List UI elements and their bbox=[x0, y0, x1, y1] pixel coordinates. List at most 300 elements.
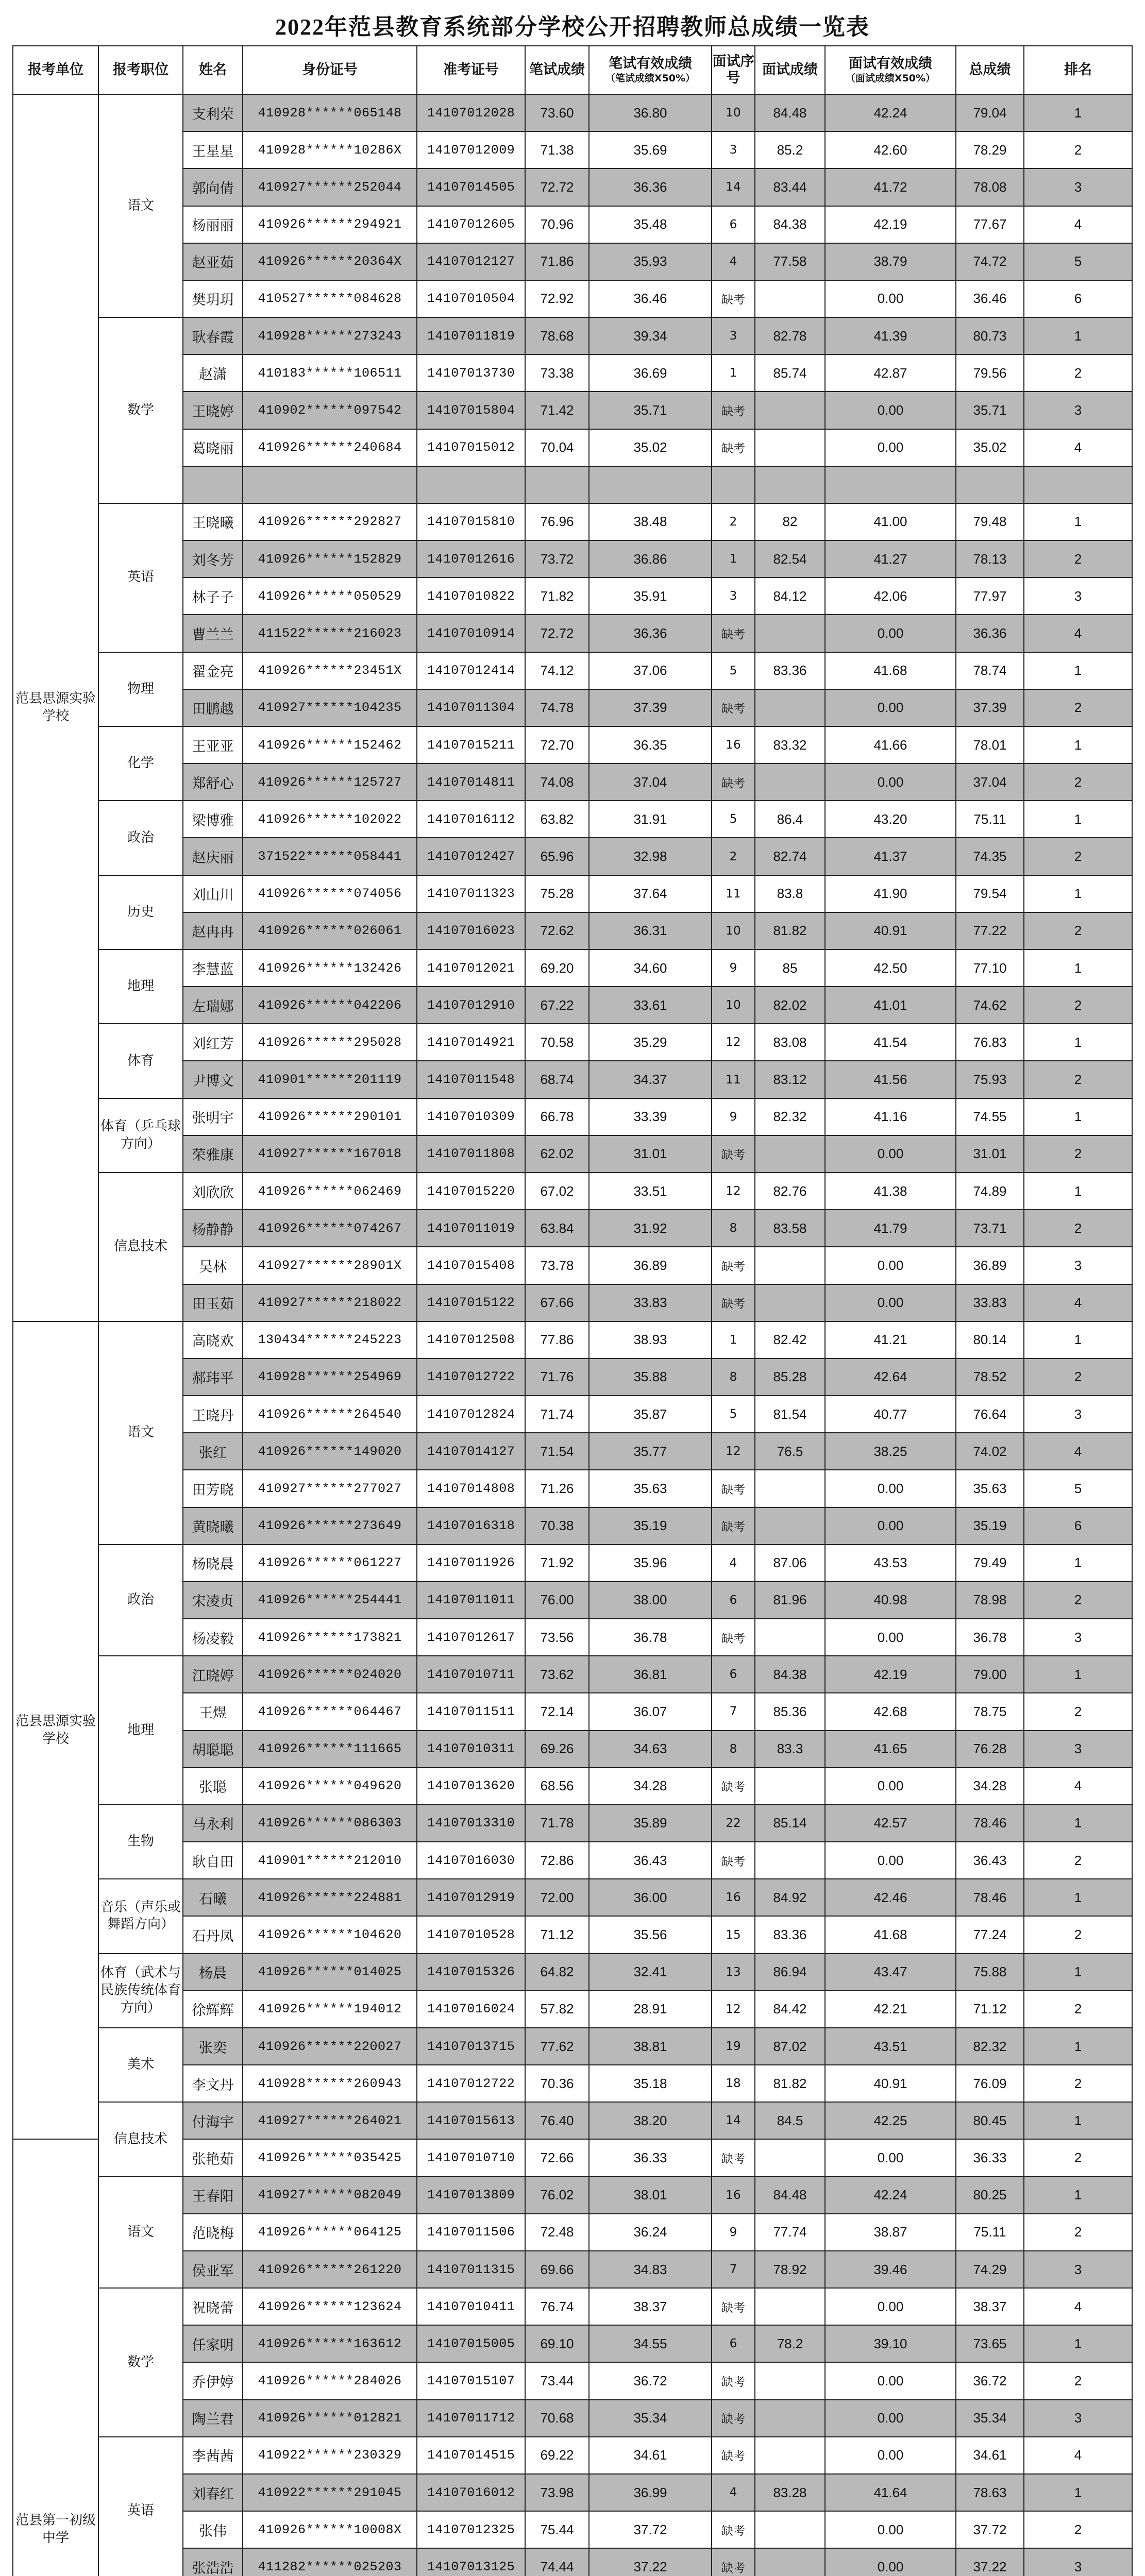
cell-written-effective: 33.39 bbox=[589, 1098, 712, 1136]
cell-interview-effective: 0.00 bbox=[825, 2362, 956, 2399]
cell-total-score: 71.12 bbox=[956, 1991, 1024, 2028]
cell-rank: 3 bbox=[1024, 168, 1132, 206]
cell-interview-score: 82.32 bbox=[755, 1098, 825, 1136]
cell-interview-score: 82 bbox=[755, 503, 825, 540]
cell-written-score: 71.12 bbox=[525, 1916, 589, 1953]
cell-written-score: 74.78 bbox=[525, 689, 589, 726]
cell-name: 刘红芳 bbox=[183, 1024, 243, 1061]
cell-interview-score: 84.12 bbox=[755, 578, 825, 615]
cell-interview-effective: 40.77 bbox=[825, 1396, 956, 1433]
cell-interview-effective: 0.00 bbox=[825, 2511, 956, 2548]
cell-interview-seq: 14 bbox=[712, 2102, 755, 2139]
cell-interview-seq: 2 bbox=[712, 503, 755, 540]
cell-ticket-number: 14107014505 bbox=[417, 168, 525, 206]
cell-id-number: 411522******216023 bbox=[243, 615, 417, 652]
table-row bbox=[13, 2102, 1132, 2139]
cell-interview-effective: 0.00 bbox=[825, 1768, 956, 1805]
cell-rank: 4 bbox=[1024, 2437, 1132, 2474]
cell-total-score: 79.00 bbox=[956, 1656, 1024, 1693]
cell-total-score: 79.48 bbox=[956, 503, 1024, 540]
header-unit: 报考单位 bbox=[13, 46, 98, 94]
cell-ticket-number: 14107010528 bbox=[417, 1916, 525, 1953]
cell-written-score: 71.86 bbox=[525, 243, 589, 280]
cell-ticket-number: 14107013730 bbox=[417, 354, 525, 392]
cell-name: 曹兰兰 bbox=[183, 615, 243, 652]
cell-ticket-number: 14107015326 bbox=[417, 1954, 525, 1991]
cell-total-score: 38.37 bbox=[956, 2288, 1024, 2325]
cell-name: 李文丹 bbox=[183, 2065, 243, 2102]
cell-rank: 1 bbox=[1024, 950, 1132, 987]
cell-ticket-number: 14107012021 bbox=[417, 950, 525, 987]
cell-interview-score: 83.44 bbox=[755, 168, 825, 206]
cell-id-number: 410926******050529 bbox=[243, 578, 417, 615]
cell-written-effective: 36.00 bbox=[589, 1879, 712, 1916]
cell-interview-score bbox=[755, 689, 825, 726]
cell-interview-seq: 缺考 bbox=[712, 1842, 755, 1879]
cell-ticket-number: 14107015012 bbox=[417, 429, 525, 466]
cell-total-score: 75.11 bbox=[956, 801, 1024, 838]
cell-name: 田玉茹 bbox=[183, 1284, 243, 1321]
cell-interview-score: 82.78 bbox=[755, 317, 825, 354]
table-row bbox=[13, 726, 1132, 764]
cell-rank: 1 bbox=[1024, 1321, 1132, 1359]
cell-interview-score: 84.42 bbox=[755, 1991, 825, 2028]
cell-interview-seq: 9 bbox=[712, 2214, 755, 2251]
cell-total-score: 37.39 bbox=[956, 689, 1024, 726]
cell-interview-score: 81.82 bbox=[755, 912, 825, 950]
cell-ticket-number: 14107015211 bbox=[417, 726, 525, 764]
cell-rank bbox=[1024, 466, 1132, 503]
cell-interview-seq: 缺考 bbox=[712, 1768, 755, 1805]
cell-name: 郝玮平 bbox=[183, 1359, 243, 1396]
cell-written-effective: 33.83 bbox=[589, 1284, 712, 1321]
cell-ticket-number: 14107012009 bbox=[417, 131, 525, 168]
cell-written-effective: 35.89 bbox=[589, 1805, 712, 1842]
cell-interview-effective: 41.54 bbox=[825, 1024, 956, 1061]
cell-name: 陶兰君 bbox=[183, 2400, 243, 2437]
cell-interview-effective: 43.53 bbox=[825, 1545, 956, 1582]
header-id: 身份证号 bbox=[243, 46, 417, 94]
cell-interview-score: 84.38 bbox=[755, 206, 825, 243]
cell-unit: 范县思源实验学校 bbox=[13, 1321, 98, 2140]
cell-interview-seq: 6 bbox=[712, 2325, 755, 2362]
cell-interview-score: 83.12 bbox=[755, 1061, 825, 1098]
cell-total-score: 34.61 bbox=[956, 2437, 1024, 2474]
cell-post: 体育（乒乓球方向） bbox=[98, 1098, 183, 1173]
cell-total-score: 35.71 bbox=[956, 392, 1024, 429]
cell-interview-score bbox=[755, 1768, 825, 1805]
cell-id-number: 410927******218022 bbox=[243, 1284, 417, 1321]
cell-total-score: 78.46 bbox=[956, 1879, 1024, 1916]
cell-ticket-number: 14107014811 bbox=[417, 764, 525, 801]
cell-interview-seq: 缺考 bbox=[712, 615, 755, 652]
cell-interview-score: 85.14 bbox=[755, 1805, 825, 1842]
cell-interview-score: 85 bbox=[755, 950, 825, 987]
cell-written-score: 71.76 bbox=[525, 1359, 589, 1396]
header-seq: 面试序号 bbox=[712, 46, 755, 94]
cell-interview-effective: 0.00 bbox=[825, 2400, 956, 2437]
cell-rank: 5 bbox=[1024, 243, 1132, 280]
cell-id-number: 410926******294921 bbox=[243, 206, 417, 243]
cell-interview-seq: 12 bbox=[712, 1024, 755, 1061]
cell-interview-score: 84.38 bbox=[755, 1656, 825, 1693]
cell-post: 政治 bbox=[98, 1545, 183, 1656]
cell-name: 王星星 bbox=[183, 131, 243, 168]
cell-interview-score: 87.02 bbox=[755, 2028, 825, 2065]
cell-written-effective: 35.93 bbox=[589, 243, 712, 280]
cell-rank: 1 bbox=[1024, 1024, 1132, 1061]
cell-rank: 1 bbox=[1024, 2028, 1132, 2065]
cell-rank: 2 bbox=[1024, 540, 1132, 578]
cell-id-number: 410926******273649 bbox=[243, 1507, 417, 1545]
cell-ticket-number: 14107013715 bbox=[417, 2028, 525, 2065]
cell-written-score: 66.78 bbox=[525, 1098, 589, 1136]
cell-rank: 1 bbox=[1024, 875, 1132, 912]
cell-written-score: 74.12 bbox=[525, 652, 589, 689]
cell-id-number: 410922******291045 bbox=[243, 2474, 417, 2511]
cell-id-number: 410926******20364X bbox=[243, 243, 417, 280]
cell-id-number: 410926******064467 bbox=[243, 1693, 417, 1730]
cell-interview-effective: 41.39 bbox=[825, 317, 956, 354]
cell-written-effective: 35.87 bbox=[589, 1396, 712, 1433]
cell-post: 英语 bbox=[98, 503, 183, 652]
cell-name: 郭向倩 bbox=[183, 168, 243, 206]
cell-name: 杨丽丽 bbox=[183, 206, 243, 243]
cell-total-score: 74.62 bbox=[956, 987, 1024, 1024]
cell-rank: 3 bbox=[1024, 1247, 1132, 1284]
cell-total-score: 78.52 bbox=[956, 1359, 1024, 1396]
cell-post: 语文 bbox=[98, 2177, 183, 2289]
cell-written-score: 76.40 bbox=[525, 2102, 589, 2139]
cell-interview-effective: 40.91 bbox=[825, 2065, 956, 2102]
cell-id-number: 410926******290101 bbox=[243, 1098, 417, 1136]
cell-interview-score bbox=[755, 1284, 825, 1321]
cell-interview-seq: 缺考 bbox=[712, 2437, 755, 2474]
cell-interview-score bbox=[755, 2548, 825, 2576]
cell-written-effective: 36.36 bbox=[589, 168, 712, 206]
cell-interview-score: 87.06 bbox=[755, 1545, 825, 1582]
cell-post: 音乐（声乐或舞蹈方向） bbox=[98, 1879, 183, 1953]
cell-interview-score bbox=[755, 1507, 825, 1545]
cell-written-score: 64.82 bbox=[525, 1954, 589, 1991]
cell-interview-seq: 7 bbox=[712, 1693, 755, 1730]
cell-interview-score: 78.92 bbox=[755, 2251, 825, 2288]
cell-written-effective: 37.39 bbox=[589, 689, 712, 726]
cell-interview-effective: 43.20 bbox=[825, 801, 956, 838]
cell-written-effective: 36.24 bbox=[589, 2214, 712, 2251]
cell-written-score: 73.56 bbox=[525, 1619, 589, 1656]
cell-name: 付海宇 bbox=[183, 2102, 243, 2139]
table-row bbox=[13, 1879, 1132, 1916]
cell-id-number: 410926******163612 bbox=[243, 2325, 417, 2362]
cell-rank: 3 bbox=[1024, 2251, 1132, 2288]
cell-name: 李慧蓝 bbox=[183, 950, 243, 987]
table-row bbox=[13, 1954, 1132, 1991]
cell-total-score: 37.04 bbox=[956, 764, 1024, 801]
cell-written-score: 73.72 bbox=[525, 540, 589, 578]
cell-rank: 2 bbox=[1024, 1210, 1132, 1247]
cell-written-effective: 36.36 bbox=[589, 615, 712, 652]
cell-post: 政治 bbox=[98, 801, 183, 875]
cell-interview-score: 81.96 bbox=[755, 1582, 825, 1619]
cell-id-number: 410928******065148 bbox=[243, 94, 417, 131]
cell-interview-score: 85.28 bbox=[755, 1359, 825, 1396]
cell-ticket-number: 14107011808 bbox=[417, 1136, 525, 1173]
cell-ticket-number: 14107010504 bbox=[417, 280, 525, 317]
table-row bbox=[13, 2288, 1132, 2325]
cell-written-score: 73.98 bbox=[525, 2474, 589, 2511]
cell-name: 葛晓丽 bbox=[183, 429, 243, 466]
cell-written-effective: 37.22 bbox=[589, 2548, 712, 2576]
cell-written-effective: 36.33 bbox=[589, 2139, 712, 2176]
cell-rank: 2 bbox=[1024, 912, 1132, 950]
cell-interview-effective: 38.25 bbox=[825, 1433, 956, 1470]
cell-rank: 2 bbox=[1024, 1582, 1132, 1619]
cell-written-effective: 35.29 bbox=[589, 1024, 712, 1061]
cell-written-score: 71.54 bbox=[525, 1433, 589, 1470]
cell-ticket-number: 14107016030 bbox=[417, 1842, 525, 1879]
cell-id-number: 410926******295028 bbox=[243, 1024, 417, 1061]
cell-id-number: 410926******240684 bbox=[243, 429, 417, 466]
cell-rank: 1 bbox=[1024, 1098, 1132, 1136]
cell-total-score: 79.54 bbox=[956, 875, 1024, 912]
cell-id-number: 410927******277027 bbox=[243, 1470, 417, 1507]
cell-total-score: 36.36 bbox=[956, 615, 1024, 652]
cell-written-score: 76.02 bbox=[525, 2177, 589, 2214]
cell-interview-effective: 42.46 bbox=[825, 1879, 956, 1916]
cell-written-score: 67.22 bbox=[525, 987, 589, 1024]
cell-interview-effective: 38.79 bbox=[825, 243, 956, 280]
cell-ticket-number: 14107011819 bbox=[417, 317, 525, 354]
cell-rank: 6 bbox=[1024, 1507, 1132, 1545]
cell-ticket-number: 14107013125 bbox=[417, 2548, 525, 2576]
cell-interview-score bbox=[755, 1619, 825, 1656]
cell-written-effective: 36.43 bbox=[589, 1842, 712, 1879]
cell-total-score: 77.22 bbox=[956, 912, 1024, 950]
cell-total-score: 33.83 bbox=[956, 1284, 1024, 1321]
cell-written-score: 77.86 bbox=[525, 1321, 589, 1359]
cell-id-number: 410926******152829 bbox=[243, 540, 417, 578]
cell-rank: 4 bbox=[1024, 206, 1132, 243]
cell-written-effective: 35.77 bbox=[589, 1433, 712, 1470]
cell-id-number: 410926******111665 bbox=[243, 1731, 417, 1768]
cell-interview-seq: 15 bbox=[712, 1916, 755, 1953]
cell-ticket-number: 14107016024 bbox=[417, 1991, 525, 2028]
cell-ticket-number: 14107011011 bbox=[417, 1582, 525, 1619]
cell-rank: 6 bbox=[1024, 280, 1132, 317]
cell-interview-seq: 16 bbox=[712, 2177, 755, 2214]
cell-interview-effective: 0.00 bbox=[825, 1470, 956, 1507]
cell-interview-score: 83.36 bbox=[755, 1916, 825, 1953]
cell-ticket-number: 14107014921 bbox=[417, 1024, 525, 1061]
cell-interview-seq: 3 bbox=[712, 317, 755, 354]
cell-post: 数学 bbox=[98, 317, 183, 503]
table-row bbox=[13, 2437, 1132, 2474]
cell-ticket-number: 14107011548 bbox=[417, 1061, 525, 1098]
cell-written-score: 70.58 bbox=[525, 1024, 589, 1061]
table-row bbox=[13, 94, 1132, 131]
cell-interview-effective: 0.00 bbox=[825, 1247, 956, 1284]
cell-written-effective bbox=[589, 466, 712, 503]
cell-interview-score bbox=[755, 2511, 825, 2548]
cell-ticket-number: 14107015005 bbox=[417, 2325, 525, 2362]
cell-interview-score: 77.58 bbox=[755, 243, 825, 280]
cell-interview-effective: 43.47 bbox=[825, 1954, 956, 1991]
cell-total-score: 35.19 bbox=[956, 1507, 1024, 1545]
cell-interview-effective: 42.24 bbox=[825, 94, 956, 131]
cell-rank: 2 bbox=[1024, 2139, 1132, 2176]
cell-interview-effective: 40.91 bbox=[825, 912, 956, 950]
cell-total-score: 78.74 bbox=[956, 652, 1024, 689]
cell-written-effective: 36.07 bbox=[589, 1693, 712, 1730]
cell-interview-seq: 10 bbox=[712, 987, 755, 1024]
cell-rank: 2 bbox=[1024, 1061, 1132, 1098]
cell-total-score bbox=[956, 466, 1024, 503]
cell-written-score: 73.62 bbox=[525, 1656, 589, 1693]
cell-interview-score: 83.32 bbox=[755, 726, 825, 764]
cell-rank: 1 bbox=[1024, 2474, 1132, 2511]
cell-rank: 4 bbox=[1024, 1433, 1132, 1470]
cell-rank: 5 bbox=[1024, 1470, 1132, 1507]
cell-name: 杨晓晨 bbox=[183, 1545, 243, 1582]
cell-written-effective: 35.18 bbox=[589, 2065, 712, 2102]
cell-post: 物理 bbox=[98, 652, 183, 726]
cell-written-effective: 36.99 bbox=[589, 2474, 712, 2511]
cell-written-score: 72.86 bbox=[525, 1842, 589, 1879]
cell-interview-score: 84.48 bbox=[755, 94, 825, 131]
cell-id-number: 410926******152462 bbox=[243, 726, 417, 764]
cell-rank: 3 bbox=[1024, 1396, 1132, 1433]
cell-post: 信息技术 bbox=[98, 1173, 183, 1321]
cell-rank: 2 bbox=[1024, 1136, 1132, 1173]
cell-ticket-number: 14107015122 bbox=[417, 1284, 525, 1321]
cell-written-effective: 36.78 bbox=[589, 1619, 712, 1656]
cell-interview-effective bbox=[825, 466, 956, 503]
cell-ticket-number: 14107011304 bbox=[417, 689, 525, 726]
cell-written-score: 62.02 bbox=[525, 1136, 589, 1173]
cell-id-number: 410927******082049 bbox=[243, 2177, 417, 2214]
cell-written-effective: 36.81 bbox=[589, 1656, 712, 1693]
cell-name: 吴林 bbox=[183, 1247, 243, 1284]
cell-total-score: 80.45 bbox=[956, 2102, 1024, 2139]
cell-total-score: 35.63 bbox=[956, 1470, 1024, 1507]
document-title: 2022年范县教育系统部分学校公开招聘教师总成绩一览表 bbox=[275, 14, 870, 40]
cell-written-score: 69.26 bbox=[525, 1731, 589, 1768]
cell-id-number: 410926******264540 bbox=[243, 1396, 417, 1433]
cell-name: 赵潇 bbox=[183, 354, 243, 392]
cell-interview-seq: 缺考 bbox=[712, 2139, 755, 2176]
cell-written-score: 72.66 bbox=[525, 2139, 589, 2176]
cell-rank: 2 bbox=[1024, 689, 1132, 726]
cell-unit: 范县第一初级中学 bbox=[13, 2139, 98, 2576]
cell-written-effective: 34.55 bbox=[589, 2325, 712, 2362]
cell-written-effective: 38.37 bbox=[589, 2288, 712, 2325]
table-row bbox=[13, 2028, 1132, 2065]
cell-interview-score bbox=[755, 2400, 825, 2437]
cell-interview-score: 86.94 bbox=[755, 1954, 825, 1991]
cell-rank: 1 bbox=[1024, 726, 1132, 764]
cell-id-number: 130434******245223 bbox=[243, 1321, 417, 1359]
cell-interview-effective: 0.00 bbox=[825, 429, 956, 466]
cell-interview-seq: 13 bbox=[712, 1954, 755, 1991]
cell-total-score: 76.28 bbox=[956, 1731, 1024, 1768]
cell-interview-score: 81.82 bbox=[755, 2065, 825, 2102]
cell-written-effective: 36.69 bbox=[589, 354, 712, 392]
cell-interview-effective: 41.64 bbox=[825, 2474, 956, 2511]
cell-rank: 1 bbox=[1024, 1954, 1132, 1991]
cell-name: 张红 bbox=[183, 1433, 243, 1470]
cell-total-score: 77.10 bbox=[956, 950, 1024, 987]
cell-written-effective: 35.69 bbox=[589, 131, 712, 168]
cell-ticket-number: 14107011019 bbox=[417, 1210, 525, 1247]
cell-total-score: 36.46 bbox=[956, 280, 1024, 317]
cell-interview-seq: 8 bbox=[712, 1359, 755, 1396]
cell-written-score: 72.70 bbox=[525, 726, 589, 764]
cell-rank: 3 bbox=[1024, 2548, 1132, 2576]
cell-interview-effective: 0.00 bbox=[825, 392, 956, 429]
cell-interview-effective: 0.00 bbox=[825, 1842, 956, 1879]
cell-interview-effective: 42.21 bbox=[825, 1991, 956, 2028]
cell-name: 刘冬芳 bbox=[183, 540, 243, 578]
cell-post: 美术 bbox=[98, 2028, 183, 2102]
cell-interview-effective: 0.00 bbox=[825, 1284, 956, 1321]
cell-interview-seq: 6 bbox=[712, 1582, 755, 1619]
cell-rank: 1 bbox=[1024, 1656, 1132, 1693]
cell-rank: 4 bbox=[1024, 1768, 1132, 1805]
cell-interview-score: 82.76 bbox=[755, 1173, 825, 1210]
header-post: 报考职位 bbox=[98, 46, 183, 94]
cell-written-score: 71.92 bbox=[525, 1545, 589, 1582]
cell-rank: 1 bbox=[1024, 801, 1132, 838]
cell-interview-seq: 缺考 bbox=[712, 1284, 755, 1321]
cell-interview-score: 78.2 bbox=[755, 2325, 825, 2362]
cell-interview-score bbox=[755, 429, 825, 466]
cell-id-number: 410926******061227 bbox=[243, 1545, 417, 1582]
cell-ticket-number: 14107010309 bbox=[417, 1098, 525, 1136]
cell-interview-seq: 缺考 bbox=[712, 764, 755, 801]
cell-total-score: 78.08 bbox=[956, 168, 1024, 206]
cell-interview-score bbox=[755, 764, 825, 801]
header-interview: 面试成绩 bbox=[755, 46, 825, 94]
cell-interview-seq: 14 bbox=[712, 168, 755, 206]
cell-ticket-number: 14107011712 bbox=[417, 2400, 525, 2437]
cell-written-effective: 33.51 bbox=[589, 1173, 712, 1210]
cell-total-score: 35.02 bbox=[956, 429, 1024, 466]
cell-written-score: 65.96 bbox=[525, 838, 589, 875]
cell-ticket-number: 14107011323 bbox=[417, 875, 525, 912]
cell-id-number: 410926******194012 bbox=[243, 1991, 417, 2028]
cell-written-effective: 35.96 bbox=[589, 1545, 712, 1582]
cell-interview-score: 84.48 bbox=[755, 2177, 825, 2214]
cell-written-score: 68.74 bbox=[525, 1061, 589, 1098]
cell-interview-seq: 1 bbox=[712, 540, 755, 578]
cell-ticket-number: 14107012617 bbox=[417, 1619, 525, 1656]
cell-name: 赵亚茹 bbox=[183, 243, 243, 280]
cell-total-score: 78.13 bbox=[956, 540, 1024, 578]
cell-ticket-number: 14107011511 bbox=[417, 1693, 525, 1730]
cell-interview-score: 83.36 bbox=[755, 652, 825, 689]
cell-written-score: 69.20 bbox=[525, 950, 589, 987]
cell-name: 杨静静 bbox=[183, 1210, 243, 1247]
cell-written-score: 75.44 bbox=[525, 2511, 589, 2548]
cell-interview-effective: 0.00 bbox=[825, 2139, 956, 2176]
cell-interview-effective: 42.24 bbox=[825, 2177, 956, 2214]
cell-written-effective: 34.28 bbox=[589, 1768, 712, 1805]
cell-interview-effective: 0.00 bbox=[825, 615, 956, 652]
cell-written-score: 73.38 bbox=[525, 354, 589, 392]
cell-written-score: 71.26 bbox=[525, 1470, 589, 1507]
cell-name: 石丹凤 bbox=[183, 1916, 243, 1953]
